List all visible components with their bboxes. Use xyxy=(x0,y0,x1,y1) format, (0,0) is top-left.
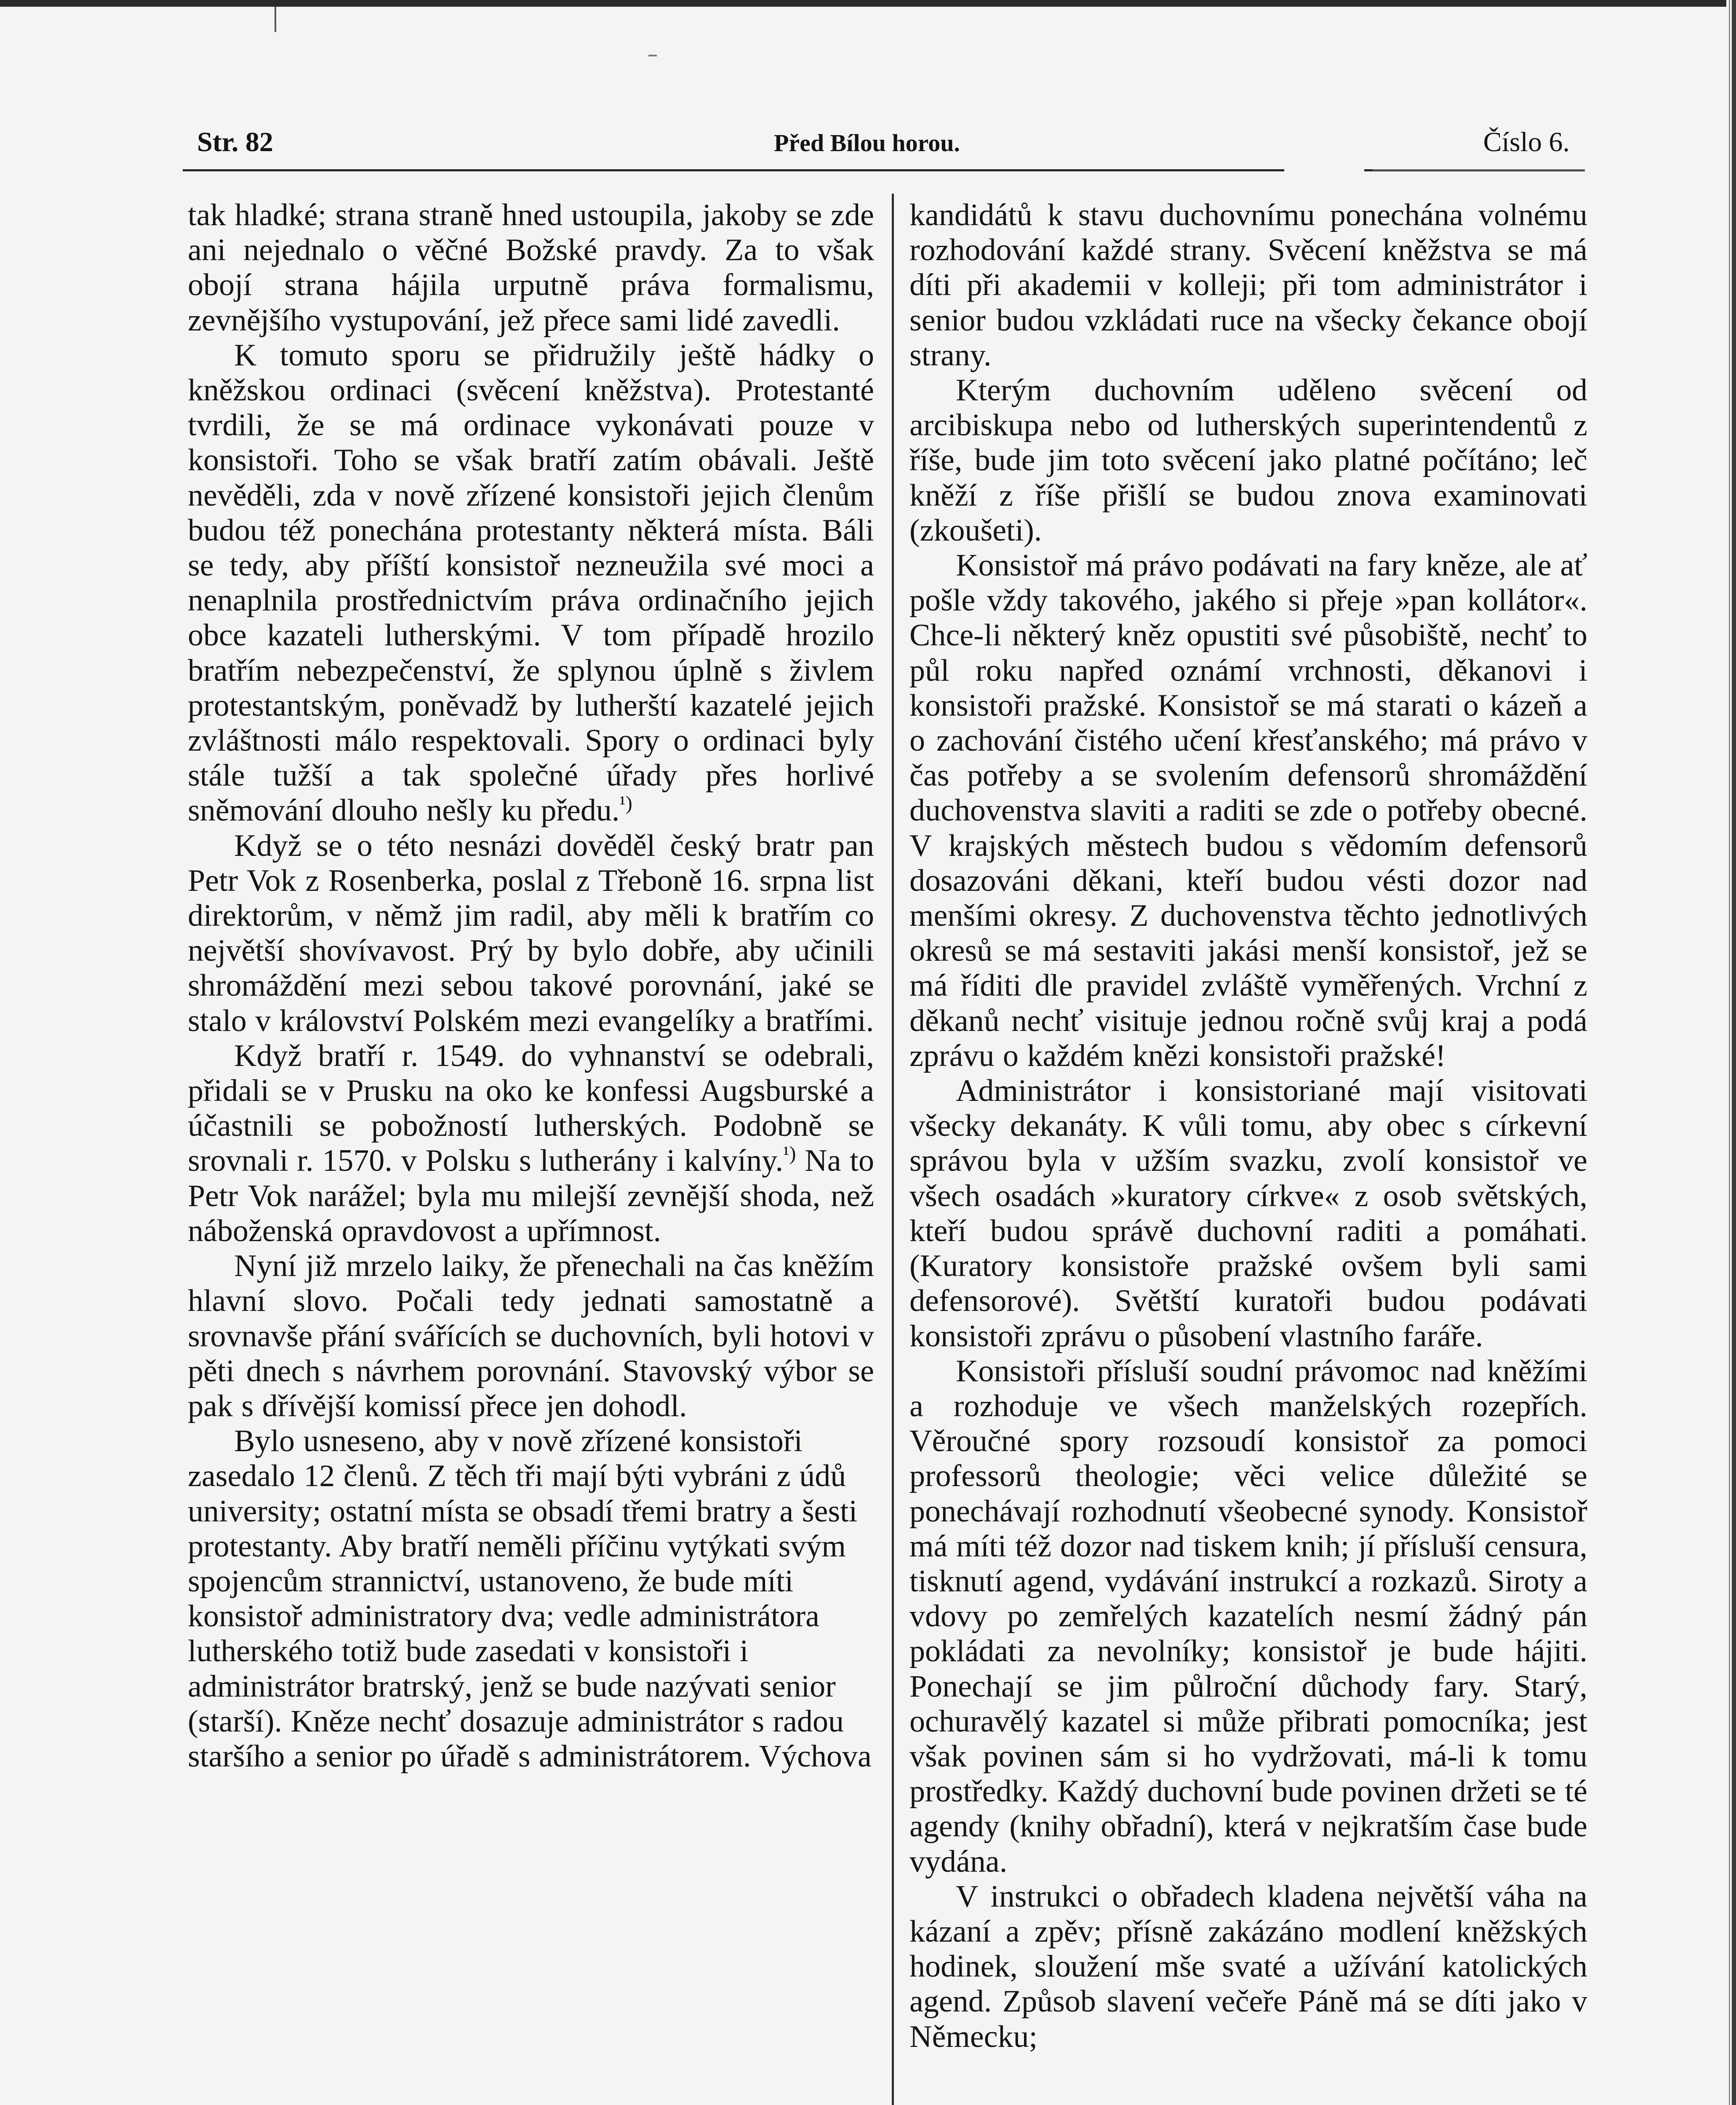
paragraph: Konsistoři přísluší soudní právomoc nad kněžími a rozhoduje ve všech manželských rozepřích. Věroučné spory rozsoudí konsistoř za pomoci professorů theologie; věci velice důležité se ponechávají rozhodnutí všeobecné synody. Konsistoř má míti též dozor nad tiskem knih; jí přísluší censura, tisknutí agend, vydávání instrukcí a rozkazů. Siroty a vdovy po zemřelých kazatelích nesmí žádný pán pokládati za nevolníky; konsistoř je bude hájiti. Ponechají se jim půlroční důchody fary. Starý, ochuravělý kazatel si může přibrati pomocníka; jest však povinen sám si ho vydržovati, má-li k tomu prostředky. Každý duchovní bude povinen držeti se té agendy (knihy obřadní), která v nejkratším čase bude vydána. xyxy=(909,1354,1587,1879)
right-column xyxy=(909,198,1587,2054)
paragraph: Bylo usneseno, aby v nově zřízené konsistoři zasedalo 12 členů. Z těch tři mají býti vybráni z údů university; ostatní místa se obsadí třemi bratry a šesti protestanty. Aby bratří neměli příčinu vytýkati svým spojencům strannictví, ustanoveno, že bude míti konsistoř administratory dva; vedle administrátora lutherského totiž bude zasedati v konsistoři i administrátor bratrský, jenž se bude nazývati senior (starší). Kněze nechť dosazuje administrátor s radou staršího a senior po úřadě s administrátorem. Výchova xyxy=(188,1424,872,1774)
scan-mark xyxy=(275,7,276,32)
left-column xyxy=(188,198,874,1774)
paragraph: Administrátor i konsistoriané mají visitovati všecky dekanáty. K vůli tomu, aby obec s církevní správou byla v užším svazku, zvolí konsistoř ve všech osadách »kuratory církve« z osob světských, kteří budou správě duchovní raditi a pomáhati. (Kuratory konsistoře pražské ovšem byli sami defensorové). Světští kuratoři budou podávati konsistoři zprávu o působení vlastního faráře. xyxy=(909,1074,1587,1354)
scan-mark xyxy=(648,55,657,56)
scan-edge-right-inner xyxy=(1729,0,1730,2105)
page-number: Str. 82 xyxy=(197,127,273,157)
paragraph: Kterým duchovním uděleno svěcení od arcibiskupa nebo od lutherských superintendentů z říše, bude jim toto svěcení jako platné počítáno; leč kněží z říše přišlí se budou znova examinovati (zkoušeti). xyxy=(909,373,1587,548)
paragraph: V instrukci o obřadech kladena největší váha na kázaní a zpěv; přísně zakázáno modlení kněžských hodinek, sloužení mše svaté a užívání katolických agend. Způsob slavení večeře Páně má se díti jako v Německu; xyxy=(909,1879,1587,2054)
column-divider xyxy=(892,194,894,2105)
paragraph: K tomuto sporu se přidružily ještě hádky o kněžskou ordinaci (svěcení kněžstva). Protestanté tvrdili, že se má ordinace vykonávati pouze v konsistoři. Toho se však bratří zatím obávali. Ještě nevěděli, zda v nově zřízené konsistoři jejich členům budou též ponechána protestanty některá místa. Báli se tedy, aby příští konsistoř nezneužila své moci a nenaplnila prostřednictvím práva ordinačního jejich obce kazateli lutherskými. V tom případě hrozilo bratřím nebezpečenství, že splynou úplně s živlem protestantským, poněvadž by lutherští kazatelé jejich zvláštnosti málo respektovali. Spory o ordinaci byly stále tužší a tak společné úřady přes horlivé sněmování dlouho nešly ku předu.$^{^1)}$ xyxy=(188,338,874,828)
paragraph: Konsistoř má právo podávati na fary kněze, ale ať pošle vždy takového, jakého si přeje »pan kollátor«. Chce-li některý kněz opustiti své působiště, nechť to půl roku napřed oznámí vrchnosti, děkanovi i konsistoři pražské. Konsistoř se má starati o kázeň a o zachování čistého učení křesťanského; má právo v čas potřeby a se svolením defensorů shromáždění duchovenstva slaviti a raditi se zde o potřeby obecné. V krajských městech budou s vědomím defensorů dosazováni děkani, kteří budou vésti dozor nad menšími okresy. Z duchovenstva těchto jednotlivých okresů se má sestaviti jakási menší konsistoř, jež se má říditi dle pravidel zvláště vyměřených. Vrchní z děkanů nechť visituje jednou ročně svůj kraj a podá zprávu o každém knězi konsistoři pražské! xyxy=(909,548,1587,1073)
page-header xyxy=(197,126,1570,164)
paragraph: Když se o této nesnázi dověděl český bratr pan Petr Vok z Rosenberka, poslal z Třeboně 16. srpna list direktorům, v němž jim radil, aby měli k bratřím co největší shovívavost. Prý by bylo dobře, aby učinili shromáždění mezi sebou takové porovnání, jaké se stalo v království Polském mezi evangelíky a bratřími. xyxy=(188,828,874,1038)
footnote-ref: ¹) xyxy=(619,792,632,815)
scan-edge-top xyxy=(0,0,1726,7)
header-rule-gap xyxy=(1284,169,1364,171)
paragraph: kandidátů k stavu duchovnímu ponechána volnému rozhodování každé strany. Svěcení kněžstva se má díti při akademii v kolleji; při tom administrátor i senior budou vzkládati ruce na všecky čekance obojí strany. xyxy=(909,198,1587,373)
paragraph: Nyní již mrzelo laiky, že přenechali na čas kněžím hlavní slovo. Počali tedy jednati samostatně a srovnavše přání svářících se duchovních, byli hotovi v pěti dnech s návrhem porovnání. Stavovský výbor se pak s dřívější komissí přece jen dohodl. xyxy=(188,1249,874,1423)
scan-edge-right xyxy=(1732,0,1736,2105)
paragraph: tak hladké; strana straně hned ustoupila, jakoby se zde ani nejednalo o věčné Božské pravdy. Za to však obojí strana hájila urputně práva formalismu, zevnějšího vystupování, jež přece sami lidé zavedli. xyxy=(188,198,874,338)
header-rule-thin xyxy=(1373,169,1585,171)
running-title: Před Bílou horou. xyxy=(774,129,960,157)
footnote-ref: ¹) xyxy=(783,1142,796,1165)
paragraph: Když bratří r. 1549. do vyhnanství se odebrali, přidali se v Prusku na oko ke konfessi Augsburské a účastnili se pobožností lutherských. Podobně se srovnali r. 1570. v Polsku s lutherány i kalvíny.$^{^1)}$ Na to Petr Vok narážel; byla mu milejší zevnější shoda, než náboženská opravdovost a upřímnost. xyxy=(188,1038,874,1248)
issue-number: Číslo 6. xyxy=(1483,127,1570,157)
